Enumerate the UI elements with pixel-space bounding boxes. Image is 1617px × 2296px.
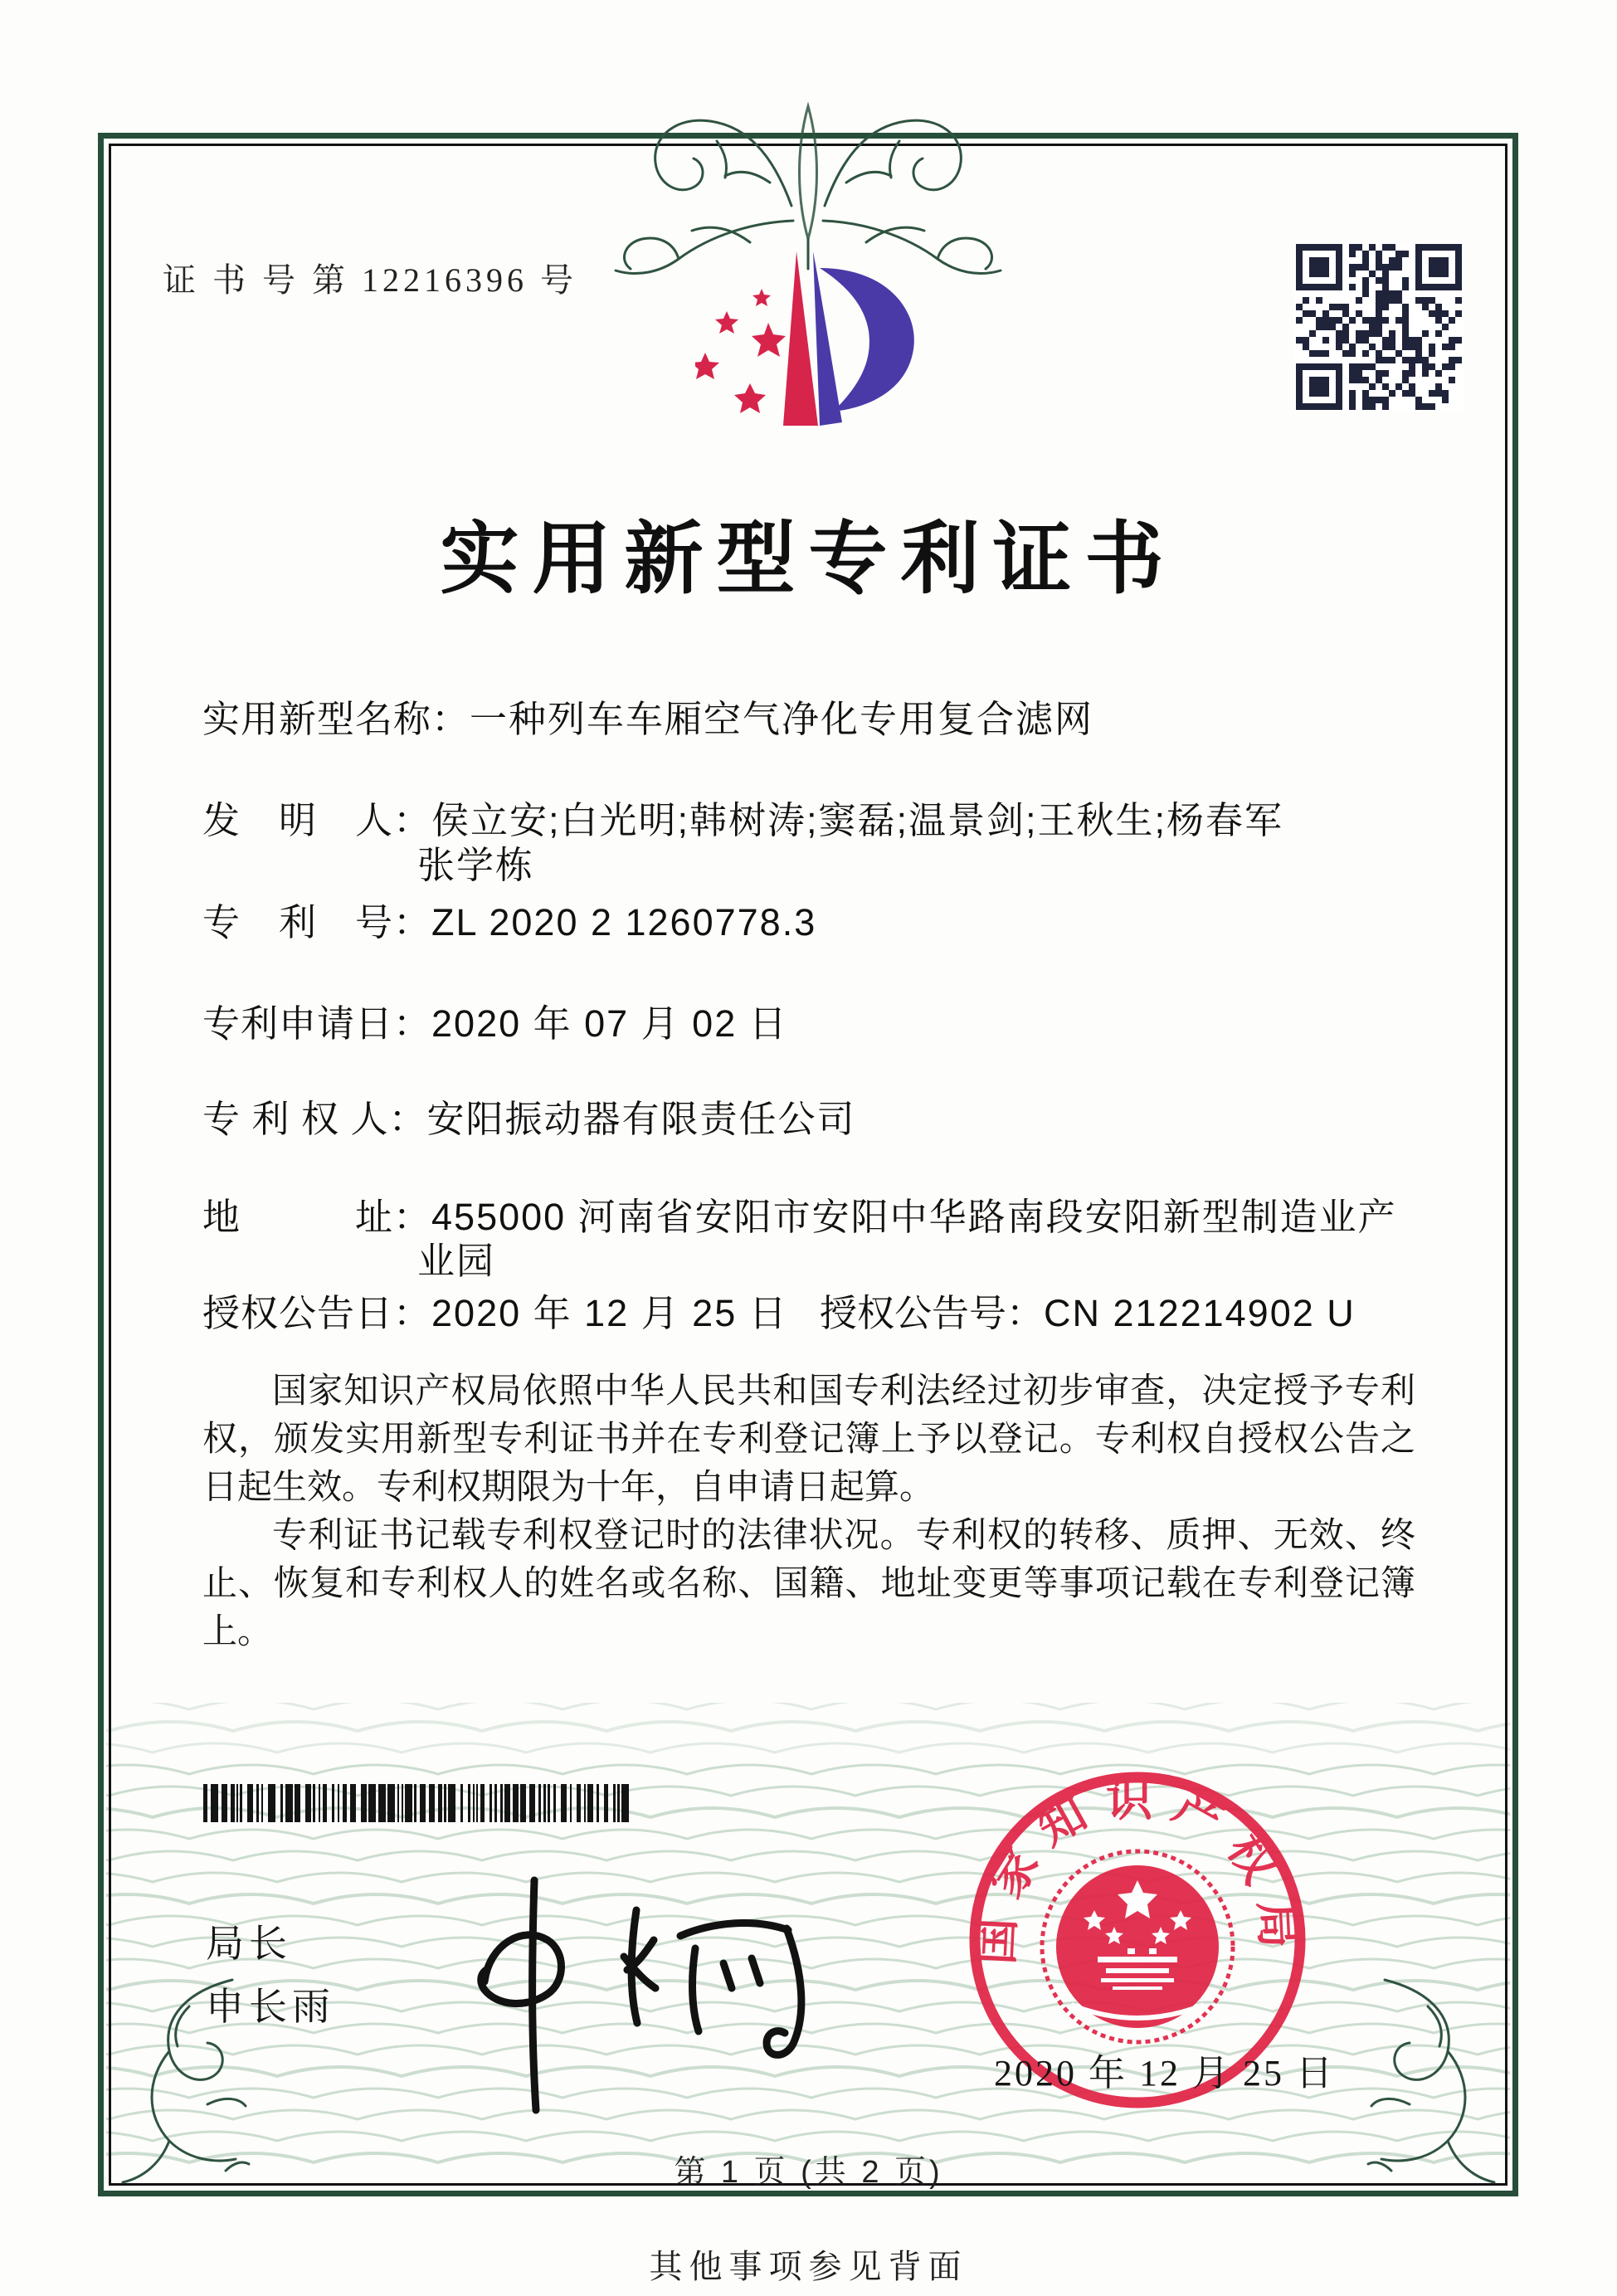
field-label: 发 明 人：: [202, 799, 432, 841]
field-address: [202, 1195, 1430, 1240]
director-title: 局长: [206, 1922, 292, 1965]
field-label: 专 利 号：: [202, 901, 432, 943]
qr-code: [1294, 242, 1464, 412]
back-note: 其他事项参见背面: [649, 2248, 968, 2285]
field-patentee: [202, 1097, 1430, 1142]
seal-national-emblem: [1042, 1851, 1233, 2042]
cnipa-logo: [695, 245, 929, 436]
field-patent-number: [202, 900, 1430, 945]
field-value: 侯立安;白光明;韩树涛;窦磊;温景剑;王秋生;杨春军: [431, 799, 1284, 841]
director-signature: [431, 1857, 863, 2131]
field-label: 专 利 权 人：: [202, 1098, 427, 1140]
page-footer: 第 1 页 (共 2 页): [674, 2155, 943, 2190]
field-value: 安阳振动器有限责任公司: [426, 1098, 856, 1140]
field-inventors: [202, 798, 1430, 843]
legal-paragraph-1: 国家知识产权局依照中华人民共和国专利法经过初步审查，决定授予专利权，颁发实用新型专利证书并在专利登记簿上予以登记。专利权自授权公告之日起生效。专利权期限为十年，自申请日起算。: [202, 1372, 1415, 1507]
logo-stars-icon: [695, 289, 786, 413]
field-value: 2020 年 07 月 02 日: [431, 1002, 788, 1045]
field-value: 455000 河南省安阳市安阳中华路南段安阳新型制造业产: [431, 1196, 1397, 1238]
certificate-title: 实用新型专利证书: [440, 515, 1177, 603]
director-name: 申长雨: [206, 1985, 335, 2028]
seal-date: 2020 年 12 月 25 日: [994, 2053, 1335, 2094]
seal-org-text: 国家知识产权局: [969, 1772, 1306, 1966]
field-label: 授权公告日：: [202, 1292, 432, 1334]
field-value: 业园: [417, 1240, 496, 1282]
field-utility-name: [202, 697, 1430, 742]
field-value: 2020 年 12 月 25 日: [431, 1292, 788, 1334]
field-grant-number: [820, 1291, 1356, 1336]
field-value: 一种列车车厢空气净化专用复合滤网: [470, 698, 1094, 740]
legal-paragraph-2: 专利证书记载专利权登记时的法律状况。专利权的转移、质押、无效、终止、恢复和专利权人的姓名或名称、国籍、地址变更等事项记载在专利登记簿上。: [202, 1517, 1415, 1651]
certificate-number: 证 书 号 第 12216396 号: [163, 261, 577, 299]
field-grant-row: [202, 1291, 1430, 1336]
field-value: 张学栋: [417, 844, 535, 886]
field-label: 地 址：: [202, 1196, 432, 1238]
field-label: 专利申请日：: [202, 1002, 432, 1045]
field-value: ZL 2020 2 1260778.3: [431, 901, 817, 943]
barcode: [203, 1784, 635, 1822]
field-label: 授权公告号：: [820, 1292, 1045, 1334]
logo-red-wedge: [783, 251, 818, 426]
field-filing-date: [202, 1002, 1430, 1046]
field-value: CN 212214902 U: [1044, 1292, 1356, 1334]
field-label: 实用新型名称：: [202, 698, 470, 740]
